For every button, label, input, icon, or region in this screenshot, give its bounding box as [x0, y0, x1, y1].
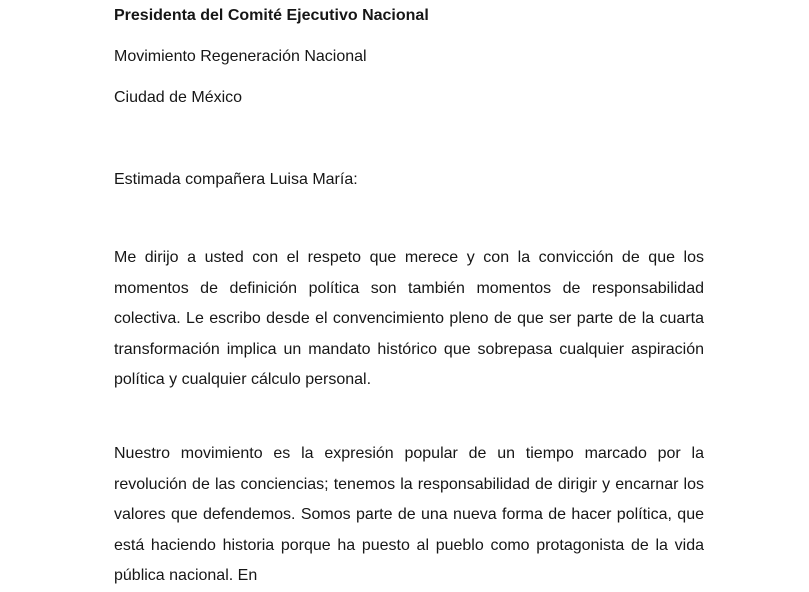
salutation: Estimada compañera Luisa María: [114, 171, 358, 188]
recipient-title: Presidenta del Comité Ejecutivo Nacional [114, 7, 429, 24]
recipient-organization: Movimiento Regeneración Nacional [114, 48, 367, 65]
recipient-city: Ciudad de México [114, 89, 243, 106]
body-paragraph-1: Me dirijo a usted con el respeto que merece y con la convicción de que los momentos de definición política son también momentos de responsabilidad colectiva. Le escribo desde el convencimiento pleno de que ser parte de la cuarta transformación implica un mandato histórico que sobrepasa cualquier aspiración política y cualquier cálculo personal. [114, 249, 704, 388]
body-paragraph-2: Nuestro movimiento es la expresión popular de un tiempo marcado por la revolución de las conciencias; tenemos la responsabilidad de dirigir y encarnar los valores que defendemos. Somos parte de una nueva forma de hacer política, que está haciendo historia porque ha puesto al pueblo como protagonista de la vida pública nacional. En [114, 445, 704, 584]
